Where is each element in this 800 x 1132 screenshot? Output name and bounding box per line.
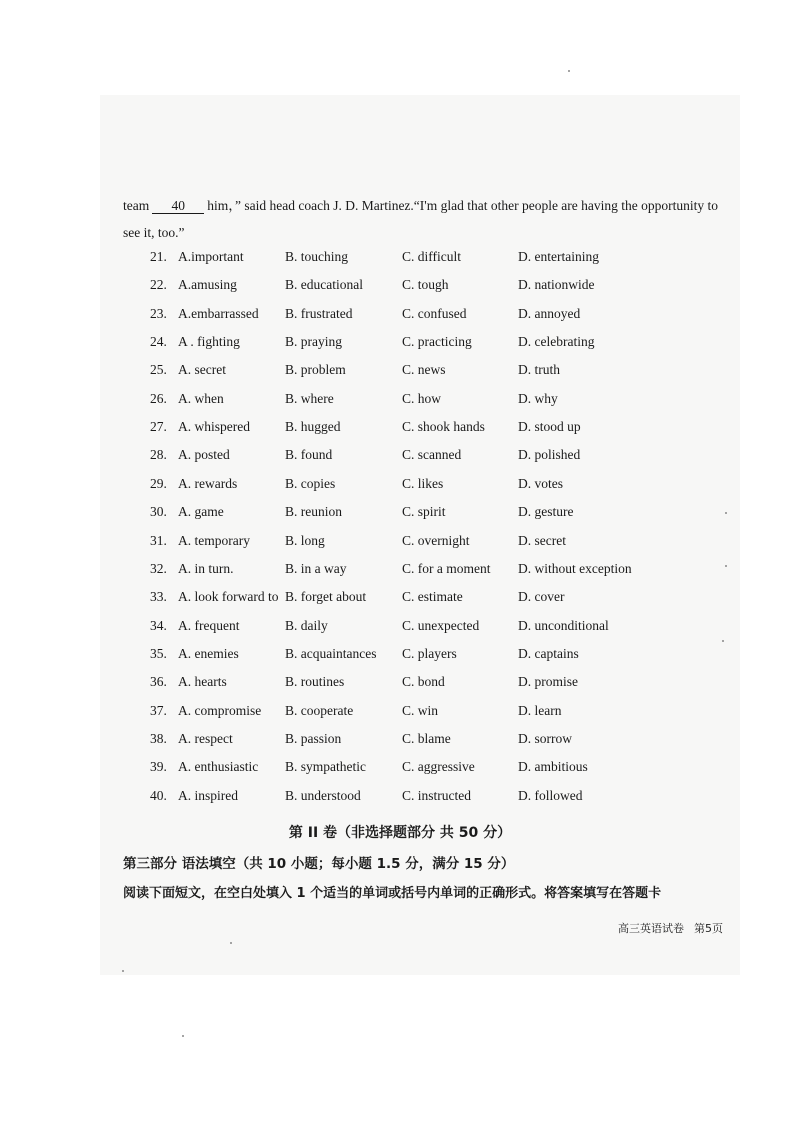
option-d: D. promise xyxy=(518,674,578,690)
page-footer xyxy=(618,920,723,936)
option-a: A. rewards xyxy=(178,475,238,491)
option-d: D. nationwide xyxy=(518,277,595,293)
option-b: B. passion xyxy=(285,730,342,746)
question-number: 24. xyxy=(150,334,167,350)
option-b: B. hugged xyxy=(285,419,341,435)
option-a: A. in turn. xyxy=(178,560,234,576)
option-c: C. win xyxy=(402,702,439,718)
option-b: B. understood xyxy=(285,787,361,803)
scan-speck xyxy=(722,640,724,642)
option-c: C. news xyxy=(402,362,446,378)
section-title: 第 II 卷（非选择题部分 共 50 分） xyxy=(288,825,512,841)
option-a: A. compromise xyxy=(178,702,262,718)
option-d: D. learn xyxy=(518,702,562,718)
scan-speck xyxy=(122,970,124,972)
option-a: A. whispered xyxy=(178,419,250,435)
option-a: A. inspired xyxy=(178,787,238,803)
option-d: D. followed xyxy=(518,787,583,803)
question-number: 30. xyxy=(150,504,167,520)
option-b: B. forget about xyxy=(285,589,367,605)
blank-40: 40 xyxy=(152,199,204,214)
option-b: B. copies xyxy=(285,475,336,491)
question-number: 21. xyxy=(150,249,167,264)
option-b: B. frustrated xyxy=(285,305,353,321)
option-d: D. sorrow xyxy=(518,730,572,746)
option-c: C. practicing xyxy=(402,334,472,350)
question-number: 38. xyxy=(150,730,167,746)
option-c: C. overnight xyxy=(402,532,470,548)
question-number: 27. xyxy=(150,419,167,435)
passage-pre: team xyxy=(123,198,150,213)
scan-speck xyxy=(230,942,232,944)
option-a: A. game xyxy=(178,504,224,520)
option-a: A. secret xyxy=(178,362,226,378)
question-number: 28. xyxy=(150,447,167,463)
option-d: D. celebrating xyxy=(518,334,595,350)
option-d: D. cover xyxy=(518,589,565,605)
question-number: 39. xyxy=(150,759,167,775)
option-b: B. cooperate xyxy=(285,702,354,718)
question-number: 35. xyxy=(150,645,167,661)
option-a: A. hearts xyxy=(178,674,227,690)
option-c: C. how xyxy=(402,390,442,406)
option-c: C. difficult xyxy=(402,249,461,264)
option-d: D. without exception xyxy=(518,560,632,576)
option-d: D. ambitious xyxy=(518,759,588,775)
option-d: D. gesture xyxy=(518,504,574,520)
option-d: D. entertaining xyxy=(518,249,599,264)
scan-speck xyxy=(568,70,570,72)
option-a: A. enthusiastic xyxy=(178,759,259,775)
option-c: C. shook hands xyxy=(402,419,485,435)
option-c: C. tough xyxy=(402,277,449,293)
option-a: A. look forward to xyxy=(178,589,279,605)
option-c: C. aggressive xyxy=(402,759,475,775)
option-d: D. secret xyxy=(518,532,566,548)
option-d: D. votes xyxy=(518,475,563,491)
option-c: C. scanned xyxy=(402,447,462,463)
footer-exam-name: 高三英语试卷 xyxy=(618,922,684,935)
option-d: D. annoyed xyxy=(518,305,581,321)
option-a: A. posted xyxy=(178,447,230,463)
option-c: C. bond xyxy=(402,674,445,690)
option-b: B. routines xyxy=(285,674,345,690)
option-a: A.amusing xyxy=(178,277,237,293)
part-title: 第三部分 语法填空（共 10 小题；每小题 1.5 分，满分 15 分） xyxy=(123,856,515,872)
question-number: 23. xyxy=(150,305,167,321)
passage-post: him，” said head coach J. D. Martinez.“I'm glad that other people are having the opportunity to see it, too.” xyxy=(123,198,719,240)
option-c: C. confused xyxy=(402,305,467,321)
question-number: 37. xyxy=(150,702,167,718)
option-a: A. temporary xyxy=(178,532,250,548)
option-b: B. problem xyxy=(285,362,346,378)
question-number: 40. xyxy=(150,787,167,803)
scan-speck xyxy=(725,512,727,514)
question-number: 36. xyxy=(150,674,167,690)
instruction-text: 阅读下面短文，在空白处填入 1 个适当的单词或括号内单词的正确形式。将答案填写在答题卡 xyxy=(123,886,662,901)
option-c: C. for a moment xyxy=(402,560,491,576)
option-c: C. estimate xyxy=(402,589,463,605)
option-c: C. players xyxy=(402,645,457,661)
option-a: A. frequent xyxy=(178,617,240,633)
option-a: A.important xyxy=(178,249,244,264)
option-c: C. likes xyxy=(402,475,444,491)
question-number: 29. xyxy=(150,475,167,491)
scan-speck xyxy=(725,565,727,567)
option-c: C. unexpected xyxy=(402,617,480,633)
question-number: 25. xyxy=(150,362,167,378)
option-d: D. stood up xyxy=(518,419,581,435)
question-number: 22. xyxy=(150,277,167,293)
option-b: B. praying xyxy=(285,334,342,350)
question-number: 32. xyxy=(150,560,167,576)
option-a: A . fighting xyxy=(178,334,240,350)
option-a: A. enemies xyxy=(178,645,239,661)
option-d: D. captains xyxy=(518,645,579,661)
option-b: B. sympathetic xyxy=(285,759,366,775)
option-b: B. where xyxy=(285,390,334,406)
option-b: B. reunion xyxy=(285,504,342,520)
option-a: A. when xyxy=(178,390,224,406)
option-d: D. why xyxy=(518,390,558,406)
option-c: C. spirit xyxy=(402,504,446,520)
footer-page-number: 第5页 xyxy=(694,922,723,935)
option-d: D. polished xyxy=(518,447,581,463)
passage-ending xyxy=(123,192,723,246)
option-d: D. unconditional xyxy=(518,617,609,633)
option-c: C. blame xyxy=(402,730,451,746)
question-number: 34. xyxy=(150,617,167,633)
scan-speck xyxy=(182,1035,184,1037)
option-b: B. in a way xyxy=(285,560,347,576)
option-b: B. educational xyxy=(285,277,363,293)
question-number: 26. xyxy=(150,390,167,406)
option-b: B. long xyxy=(285,532,325,548)
question-number: 31. xyxy=(150,532,167,548)
option-a: A. respect xyxy=(178,730,233,746)
question-number: 33. xyxy=(150,589,167,605)
option-c: C. instructed xyxy=(402,787,471,803)
option-a: A.embarrassed xyxy=(178,305,259,321)
option-b: B. daily xyxy=(285,617,328,633)
option-d: D. truth xyxy=(518,362,560,378)
option-b: B. found xyxy=(285,447,333,463)
option-b: B. touching xyxy=(285,249,348,264)
option-b: B. acquaintances xyxy=(285,645,377,661)
